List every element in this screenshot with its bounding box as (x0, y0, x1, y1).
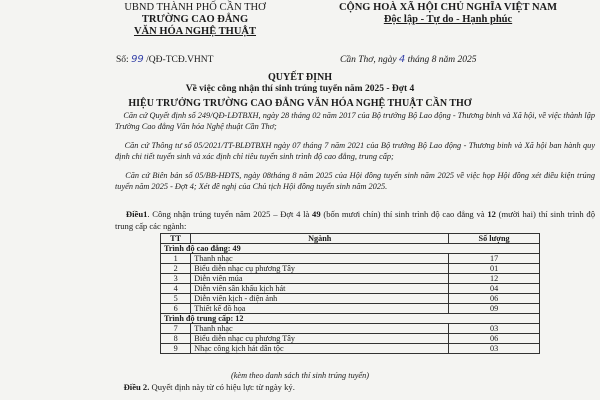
date-day-handwritten: 4 (398, 54, 406, 65)
article-2-label: Điều 2. (123, 382, 150, 392)
document-number (116, 54, 213, 65)
article-1-label: Điều1 (125, 209, 148, 219)
article-2 (115, 382, 295, 392)
article-1-total: 49 (312, 209, 321, 219)
decision-authority: HIỆU TRƯỞNG TRƯỜNG CAO ĐẲNG VĂN HÓA NGHỆ THUẬT CẦN THƠ (128, 98, 472, 109)
preamble-clause-2: Căn cứ Thông tư số 05/2021/TT-BLĐTBXH ngày 07 tháng 7 năm 2021 của Bộ trưởng Bộ Lao động - Thương binh và Xã hội ban hành quy định chi tiết tuyển sinh và xác định chỉ tiêu tuyển sinh trình độ cao đẳng, trung cấp; (115, 141, 595, 161)
issuer-city: UBND THÀNH PHỐ CẦN THƠ (124, 2, 266, 13)
national-motto: Độc lập - Tự do - Hạnh phúc (383, 14, 513, 25)
national-header (298, 2, 598, 26)
date-prefix: Cần Thơ, ngày (340, 55, 397, 65)
document-date (340, 54, 477, 65)
article-2-text: Quyết định này từ có hiệu lực từ ngày ký. (149, 382, 295, 392)
group-row-trung-cap (161, 314, 540, 324)
table-row: 5 Diễn viên kịch - điện ảnh 06 (161, 294, 540, 304)
table-row: 1 Thanh nhạc 17 (161, 254, 540, 264)
date-suffix: tháng 8 năm 2025 (407, 55, 477, 65)
group-title: Trình độ cao đẳng: 49 (161, 244, 540, 254)
table-row: 3 Diễn viên múa 12 (161, 274, 540, 284)
national-title: CỘNG HOÀ XÃ HỘI CHỦ NGHĨA VIỆT NAM (338, 2, 558, 13)
decision-title: QUYẾT ĐỊNH (268, 72, 332, 83)
table-row: 7 Thanh nhạc 03 (161, 324, 540, 334)
col-header-so-luong: Số lượng (449, 234, 540, 244)
issuer-school-line1: TRƯỜNG CAO ĐẲNG (141, 14, 249, 25)
preamble-clause-1: Căn cứ Quyết định số 249/QĐ-LĐTBXH, ngày 28 tháng 02 năm 2017 của Bộ trưởng Bộ Lao động - Thương binh và Xã hội, về việc thành lập Trường Cao đẳng Văn hóa Nghệ thuật Cần Thơ; (115, 111, 596, 131)
col-header-nganh: Ngành (191, 234, 449, 244)
table-row: 4 Diễn viên sân khấu kịch hát 04 (161, 284, 540, 294)
admissions-table (160, 233, 540, 354)
group-title: Trình độ trung cấp: 12 (161, 314, 540, 324)
decision-subject: Về việc công nhận thí sinh trúng tuyển năm 2025 - Đợt 4 (185, 84, 415, 94)
col-header-tt: TT (161, 234, 191, 244)
article-1: Điều1. Công nhận trúng tuyển năm 2025 – Đợt 4 là 49 (bốn mươi chín) thí sinh trình độ cao đẳng và 12 (mười hai) thí sinh trình độ trung cấp các ngành: (115, 209, 595, 231)
table-header-row (161, 234, 540, 244)
preamble-clause-3-4: Căn cứ Biên bản số 05/BB-HĐTS, ngày 08tháng 8 năm 2025 của Hội đồng tuyển sinh năm 2025 về việc họp Hội đồng xét điều kiện trúng tuyển năm 2025 - Đợt 4; Xét đề nghị của Chủ tịch Hội đồng tuyển sinh năm 2025. (115, 171, 596, 191)
table-row: 9 Nhạc công kịch hát dân tộc 03 (161, 344, 540, 354)
table-row: 6 Thiết kế đồ họa 09 (161, 304, 540, 314)
attachment-note: (kèm theo danh sách thí sinh trúng tuyển) (230, 371, 370, 380)
table-row: 8 Biểu diễn nhạc cụ phương Tây 06 (161, 334, 540, 344)
article-1-intermediate: 12 (487, 209, 496, 219)
issuer-block (110, 2, 280, 38)
document-number-prefix: Số: (116, 55, 129, 65)
issuer-school-line2: VĂN HÓA NGHỆ THUẬT (133, 26, 257, 37)
document-number-handwritten: 99 (131, 54, 144, 65)
table-row: 2 Biểu diễn nhạc cụ phương Tây 01 (161, 264, 540, 274)
group-row-cao-dang (161, 244, 540, 254)
document-number-suffix: /QĐ-TCĐ.VHNT (146, 55, 214, 65)
